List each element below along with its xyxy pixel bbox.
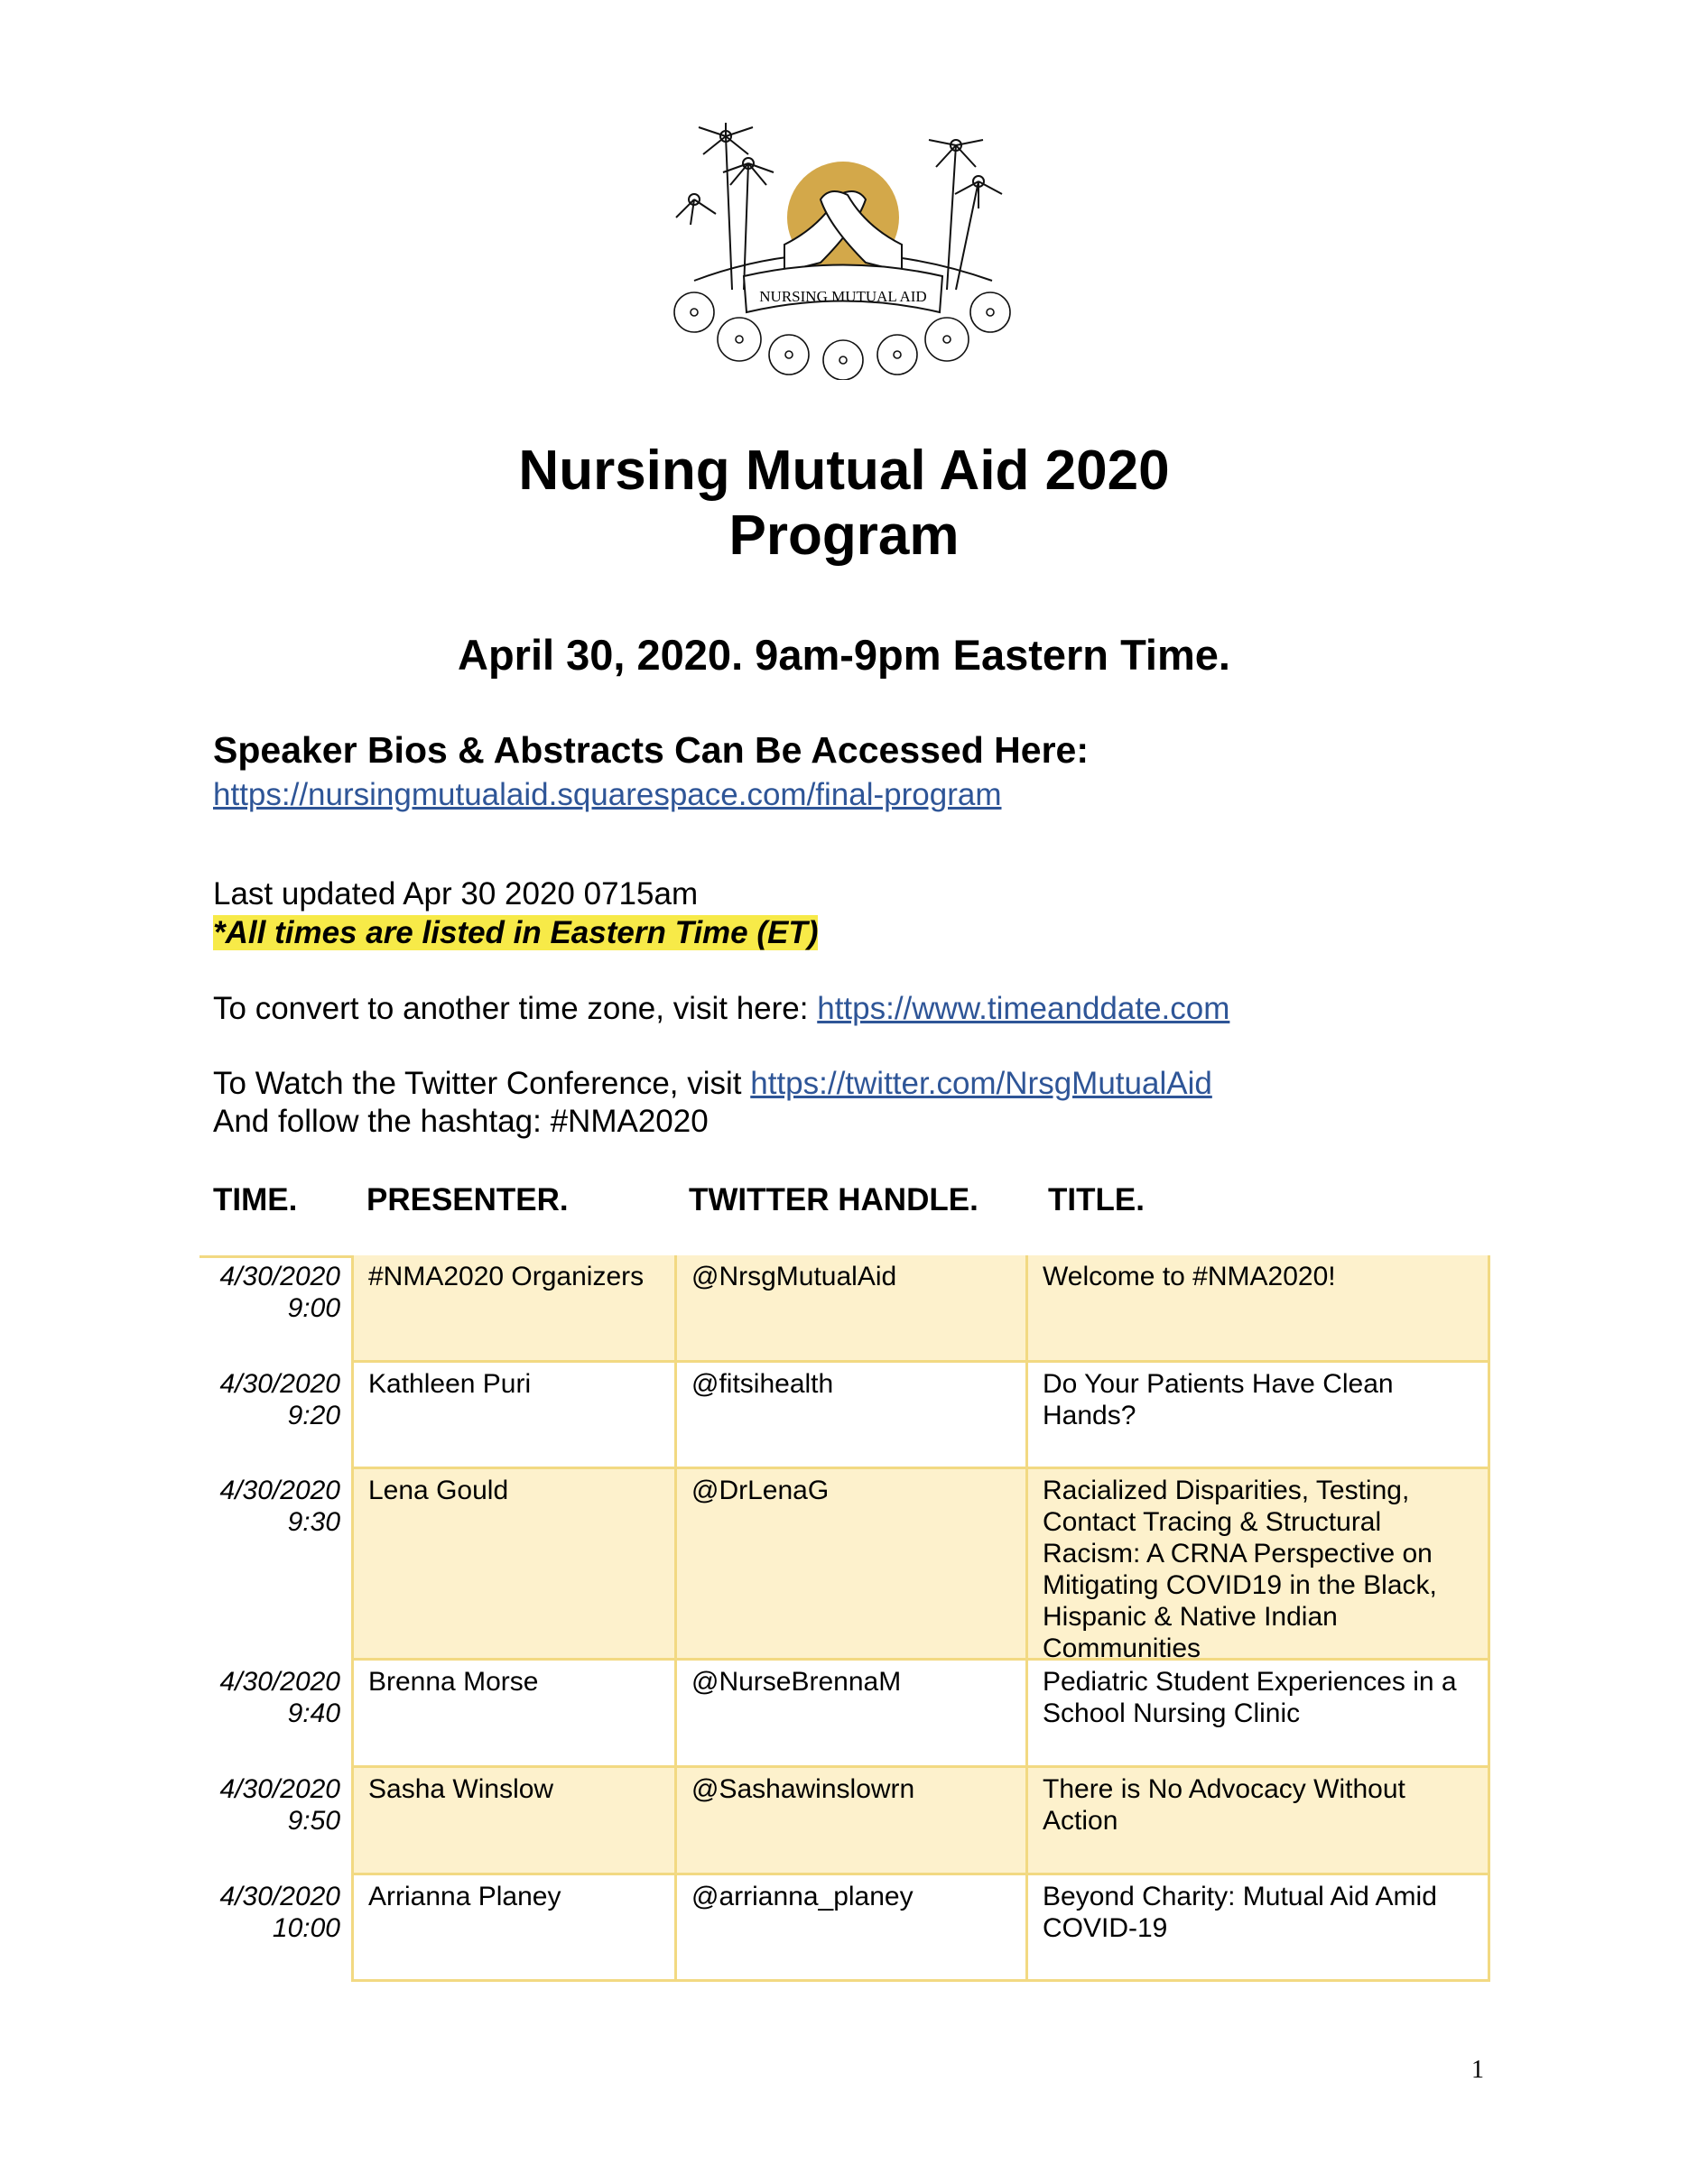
- time: 9:00: [287, 1293, 340, 1323]
- title-cell: There is No Advocacy Without Action: [1028, 1768, 1490, 1875]
- bios-heading: Speaker Bios & Abstracts Can Be Accessed Here:: [213, 729, 1089, 771]
- table-row: [199, 1255, 1490, 1363]
- presenter-cell: Arrianna Planey: [351, 1875, 677, 1982]
- time: 9:20: [287, 1401, 340, 1430]
- title-line-2: Program: [728, 504, 960, 567]
- convert-text: To convert to another time zone, visit here:: [213, 991, 818, 1026]
- convert-line: [213, 990, 1229, 1028]
- table-row: [199, 1768, 1490, 1875]
- title-cell: Welcome to #NMA2020!: [1028, 1255, 1490, 1363]
- date: 4/30/2020: [219, 1667, 340, 1697]
- date: 4/30/2020: [219, 1262, 340, 1291]
- hashtag-line: And follow the hashtag: #NMA2020: [213, 1104, 709, 1139]
- logo: [658, 118, 1025, 380]
- presenter-cell: Kathleen Puri: [351, 1363, 677, 1469]
- time-cell: [199, 1768, 351, 1875]
- presenter-cell: Lena Gould: [351, 1469, 677, 1661]
- table-row: [199, 1661, 1490, 1768]
- twitter-link[interactable]: https://twitter.com/NrsgMutualAid: [750, 1066, 1212, 1101]
- table-row: [199, 1363, 1490, 1469]
- time: 10:00: [272, 1913, 340, 1943]
- handle-cell: @NurseBrennaM: [677, 1661, 1028, 1768]
- header-presenter: PRESENTER.: [366, 1182, 569, 1217]
- date: 4/30/2020: [219, 1476, 340, 1505]
- handle-cell: @Sashawinslowrn: [677, 1768, 1028, 1875]
- timezone-note: *All times are listed in Eastern Time (ET): [213, 915, 819, 950]
- page-number: 1: [1471, 2056, 1484, 2084]
- date: 4/30/2020: [219, 1369, 340, 1399]
- header-time: TIME.: [213, 1182, 298, 1217]
- page-title: [0, 439, 1688, 569]
- timeanddate-link[interactable]: https://www.timeanddate.com: [817, 991, 1230, 1026]
- time: 9:30: [287, 1507, 340, 1537]
- time-cell: [199, 1255, 351, 1363]
- twitter-line: [213, 1065, 1212, 1103]
- title-line-1: Nursing Mutual Aid 2020: [518, 440, 1170, 502]
- presenter-cell: Brenna Morse: [351, 1661, 677, 1768]
- title-cell: Racialized Disparities, Testing, Contact Tracing & Structural Racism: A CRNA Perspective on Mitigating COVID19 in the Black, Hispanic & Native Indian Communities: [1028, 1469, 1490, 1661]
- handle-cell: @fitsihealth: [677, 1363, 1028, 1469]
- twitter-text: To Watch the Twitter Conference, visit: [213, 1066, 751, 1101]
- title-cell: Beyond Charity: Mutual Aid Amid COVID-19: [1028, 1875, 1490, 1982]
- header-title: TITLE.: [1048, 1182, 1145, 1217]
- time-cell: [199, 1363, 351, 1469]
- time-cell: [199, 1661, 351, 1768]
- handle-cell: @NrsgMutualAid: [677, 1255, 1028, 1363]
- presenter-cell: #NMA2020 Organizers: [351, 1255, 677, 1363]
- date-heading: April 30, 2020. 9am-9pm Eastern Time.: [458, 631, 1230, 679]
- last-updated: Last updated Apr 30 2020 0715am: [213, 876, 699, 912]
- time: 9:40: [287, 1698, 340, 1728]
- date: 4/30/2020: [219, 1882, 340, 1911]
- header-twitter-handle: TWITTER HANDLE.: [689, 1182, 978, 1217]
- table-row: [199, 1469, 1490, 1661]
- time-cell: [199, 1469, 351, 1661]
- presenter-cell: Sasha Winslow: [351, 1768, 677, 1875]
- table-row: [199, 1875, 1490, 1982]
- handle-cell: @DrLenaG: [677, 1469, 1028, 1661]
- date: 4/30/2020: [219, 1774, 340, 1804]
- title-cell: Pediatric Student Experiences in a School Nursing Clinic: [1028, 1661, 1490, 1768]
- logo-text: NURSING MUTUAL AID: [759, 288, 927, 305]
- time-cell: [199, 1875, 351, 1982]
- handle-cell: @arrianna_planey: [677, 1875, 1028, 1982]
- time: 9:50: [287, 1806, 340, 1836]
- bios-link[interactable]: https://nursingmutualaid.squarespace.com/final-program: [213, 777, 1002, 812]
- title-cell: Do Your Patients Have Clean Hands?: [1028, 1363, 1490, 1469]
